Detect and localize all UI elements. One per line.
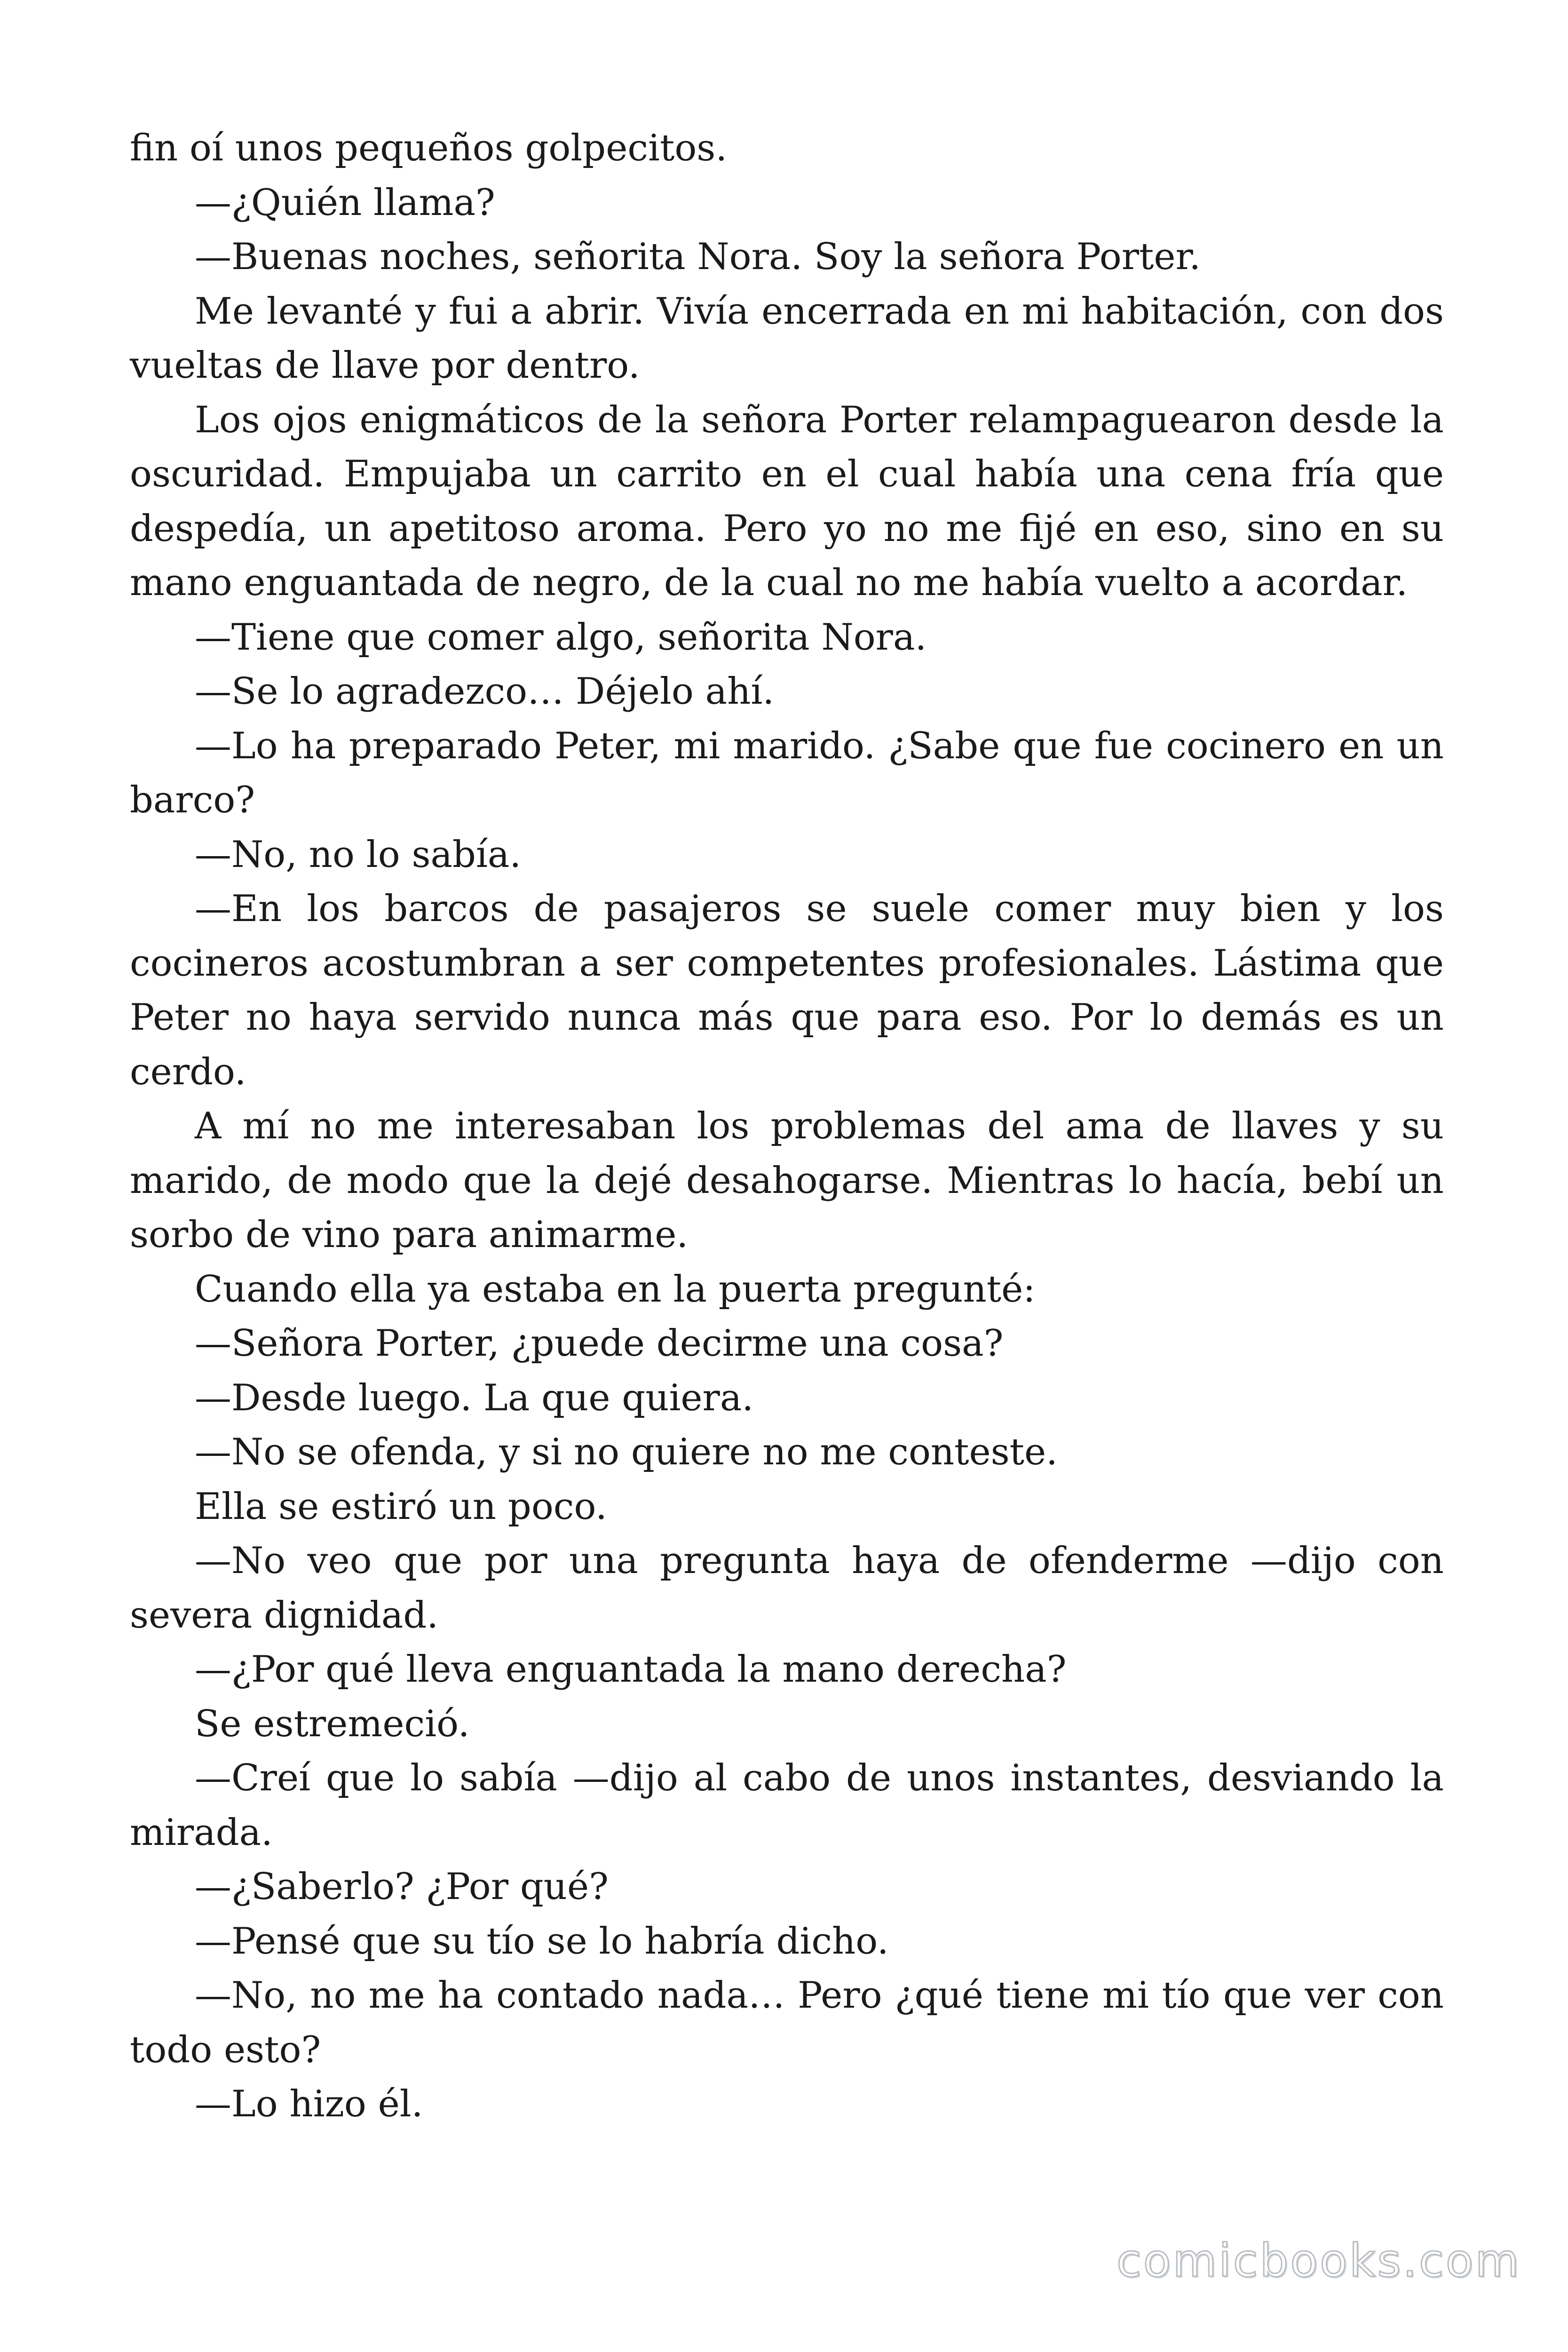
dialogue-line: —No veo que por una pregunta haya de ofenderme —dijo con severa dignidad. [130, 1540, 1444, 1637]
dialogue-line: —No, no me ha contado nada… Pero ¿qué tiene mi tío que ver con todo esto? [130, 1974, 1444, 2071]
paragraph: Me levanté y fui a abrir. Vivía encerrada en mi habitación, con dos vueltas de llave por dentro. [130, 290, 1444, 387]
dialogue-line: —No se ofenda, y si no quiere no me conteste. [195, 1431, 1058, 1473]
dialogue-line: —En los barcos de pasajeros se suele comer muy bien y los cocineros acostumbran a ser competentes profesionales. Lástima que Peter no haya servido nunca más que para eso. Por lo demás es un cerdo. [130, 888, 1444, 1093]
paragraph: Cuando ella ya estaba en la puerta pregunté: [195, 1268, 1036, 1311]
dialogue-line: —Pensé que su tío se lo habría dicho. [195, 1920, 889, 1963]
dialogue-line: —Se lo agradezco… Déjelo ahí. [195, 670, 775, 713]
dialogue-line: —Lo ha preparado Peter, mi marido. ¿Sabe que fue cocinero en un barco? [130, 724, 1444, 821]
dialogue-line: —Buenas noches, señorita Nora. Soy la señora Porter. [195, 236, 1201, 278]
dialogue-line: —Desde luego. La que quiera. [195, 1376, 754, 1419]
dialogue-line: —¿Por qué lleva enguantada la mano derecha? [195, 1648, 1067, 1691]
dialogue-line: —Tiene que comer algo, señorita Nora. [195, 616, 927, 659]
dialogue-line: —Señora Porter, ¿puede decirme una cosa? [195, 1322, 1004, 1365]
paragraph: Ella se estiró un poco. [195, 1485, 607, 1528]
dialogue-line: —No, no lo sabía. [195, 833, 522, 876]
paragraph-continuation: fin oí unos pequeños golpecitos. [130, 127, 728, 169]
watermark-logo: comicbooks.com [1116, 2234, 1521, 2287]
dialogue-line: —Lo hizo él. [195, 2083, 423, 2125]
paragraph: Los ojos enigmáticos de la señora Porter relampaguearon desde la oscuridad. Empujaba un carrito en el cual había una cena fría que despedía, un apetitoso aroma. Pero yo no me fijé en eso, sino en su mano enguantada de negro, de la cual no me había vuelto a acordar. [130, 398, 1444, 604]
book-page-text [130, 121, 1444, 2132]
paragraph: Se estremeció. [195, 1702, 470, 1745]
dialogue-line: —¿Quién llama? [195, 181, 495, 224]
paragraph: A mí no me interesaban los problemas del ama de llaves y su marido, de modo que la dejé desahogarse. Mientras lo hacía, bebí un sorbo de vino para animarme. [130, 1105, 1444, 1256]
dialogue-line: —Creí que lo sabía —dijo al cabo de unos instantes, desviando la mirada. [130, 1757, 1444, 1854]
dialogue-line: —¿Saberlo? ¿Por qué? [195, 1866, 609, 1908]
